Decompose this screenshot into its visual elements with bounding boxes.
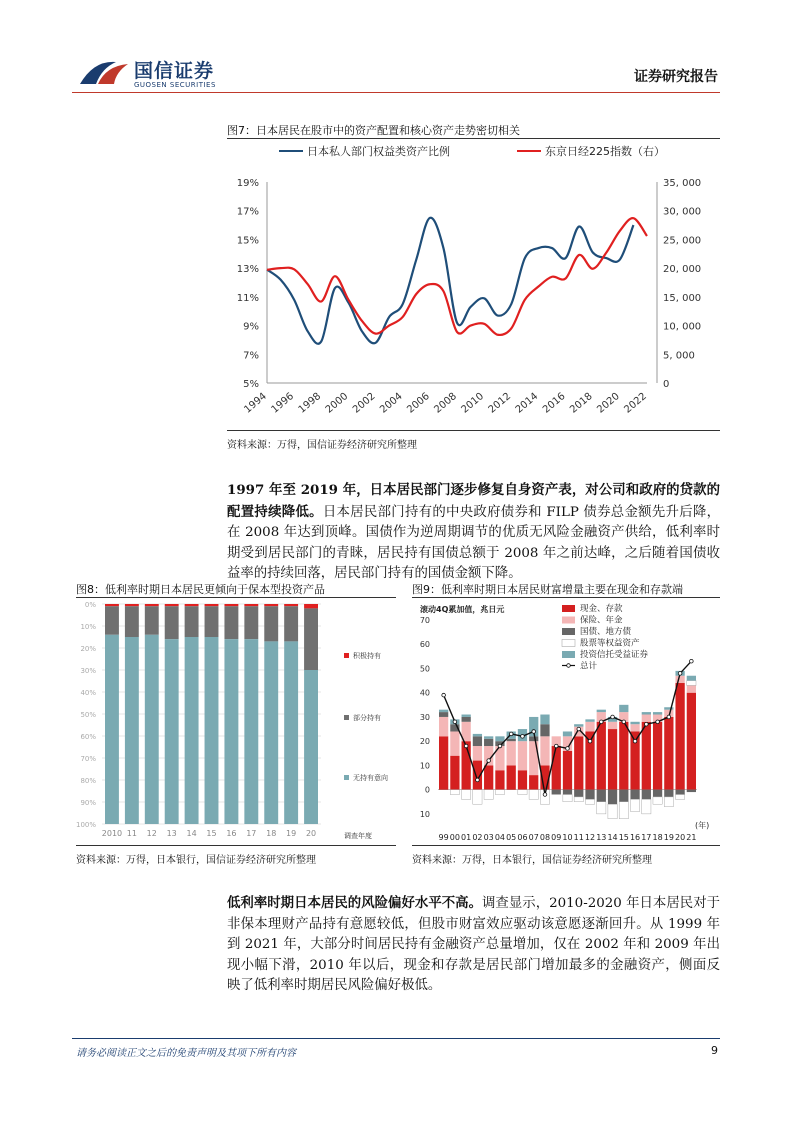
- paragraph-1-body: 日本居民部门持有的中央政府债券和 FILP 债券总金额先升后降，在 2008 年达到顶峰。国债作为逆周期调节的优质无风险金融资产供给，低利率时期受到居民部门的青睐，居民持有国债总额于 2008 年之前达峰，之后随着国债收益率的持续回落，居民部门持有的国债金额下降。: [227, 504, 721, 581]
- fig9-bar-segment: [529, 790, 538, 800]
- fig9-bar-segment: [653, 790, 662, 797]
- fig7-y-tick-right: 25, 000: [663, 235, 702, 247]
- fig7-series-equity-ratio: [267, 218, 633, 344]
- fig9-total-point: [622, 720, 626, 724]
- fig9-bar-segment: [585, 722, 594, 732]
- fig8-x-tick: 15: [206, 829, 217, 838]
- fig9-x-tick: 13: [596, 833, 607, 842]
- fig9-bar-segment: [563, 790, 572, 795]
- fig9-bar-segment: [619, 722, 628, 790]
- fig9-total-point: [442, 693, 446, 697]
- fig7-x-tick: 1998: [296, 390, 324, 416]
- fig9-bar-segment: [552, 746, 561, 790]
- fig7-y-tick-left: 13%: [236, 264, 259, 276]
- fig9-bar-segment: [518, 741, 527, 770]
- fig9-bar-segment: [529, 775, 538, 790]
- paragraph-1-lead: 1997 年至 2019 年，日本居民部门逐步修复自身资产表，对公司和政府的贷款的配置持续降低。: [227, 482, 720, 520]
- fig9-bar-segment: [507, 765, 516, 789]
- fig9-x-tick: 03: [483, 833, 494, 842]
- fig9-bar-segment: [450, 790, 459, 795]
- fig9-bar-segment: [518, 770, 527, 789]
- fig9-bar-segment: [664, 717, 673, 790]
- fig9-bar-segment: [642, 715, 651, 722]
- fig8-y-tick: 40%: [80, 689, 96, 697]
- fig9-bar-segment: [675, 676, 684, 683]
- fig8-bar-segment: [125, 606, 139, 637]
- fig9-bar-segment: [687, 681, 696, 686]
- fig7-x-tick: 2018: [568, 390, 595, 416]
- guosen-logo-icon: [76, 54, 132, 90]
- fig9-chart: [412, 598, 720, 843]
- fig8-legend-label: 无持有意向: [353, 774, 388, 782]
- fig8-bar-segment: [264, 604, 278, 606]
- fig8-x-tick: 11: [126, 829, 137, 838]
- fig9-total-point: [633, 739, 637, 743]
- page-number: 9: [711, 1044, 718, 1057]
- fig8-bar-segment: [185, 637, 199, 824]
- fig9-x-tick: 09: [551, 833, 562, 842]
- fig8-legend-swatch: [344, 775, 349, 780]
- fig8-bottom-rule: [76, 845, 396, 846]
- report-type: 证券研究报告: [634, 69, 718, 85]
- fig9-bar-segment: [687, 693, 696, 790]
- fig9-bar-segment: [630, 724, 639, 731]
- fig9-bar-segment: [597, 802, 606, 814]
- fig9-bar-segment: [540, 715, 549, 725]
- fig9-total-point: [656, 720, 660, 724]
- fig9-legend-swatch: [562, 651, 575, 658]
- fig9-total-point: [509, 732, 513, 736]
- fig9-bar-segment: [687, 676, 696, 681]
- fig8-y-tick: 90%: [80, 799, 96, 807]
- fig9-bar-segment: [664, 707, 673, 709]
- fig8-bar-segment: [145, 606, 159, 635]
- fig8-bar-segment: [105, 606, 119, 635]
- fig9-bar-segment: [585, 790, 594, 800]
- fig9-x-tick: 12: [584, 833, 596, 842]
- fig8-bar-segment: [185, 604, 199, 606]
- fig9-bar-segment: [675, 683, 684, 790]
- fig8-bar-segment: [264, 641, 278, 824]
- fig9-y-tick: 40: [419, 688, 430, 698]
- fig9-bar-segment: [439, 717, 448, 736]
- fig8-xlabel: 调查年度: [344, 832, 372, 840]
- fig9-legend-label: 股票等权益资产: [580, 638, 640, 649]
- fig8-bar-segment: [185, 606, 199, 637]
- fig9-total-point: [678, 672, 682, 676]
- fig9-bar-segment: [585, 799, 594, 804]
- fig8-x-tick: 16: [226, 829, 237, 838]
- fig9-bar-segment: [597, 710, 606, 712]
- fig8-x-tick: 17: [246, 829, 257, 838]
- fig8-bar-segment: [244, 604, 258, 606]
- fig9-bar-segment: [608, 790, 617, 805]
- fig9-x-tick: 05: [506, 833, 517, 842]
- fig8-bar-segment: [224, 606, 238, 639]
- fig9-total-point: [464, 744, 468, 748]
- fig9-bar-segment: [675, 794, 684, 799]
- fig9-bar-segment: [484, 736, 493, 738]
- fig7-y-tick-right: 35, 000: [663, 178, 702, 189]
- fig8-y-tick: 30%: [80, 667, 96, 675]
- fig8-bar-segment: [304, 608, 318, 670]
- fig7-x-tick: 2002: [350, 390, 378, 416]
- fig8-x-tick: 18: [266, 829, 277, 838]
- fig8-y-tick: 50%: [80, 711, 96, 719]
- fig9-bar-segment: [574, 790, 583, 797]
- fig9-x-tick: 01: [461, 833, 472, 842]
- fig9-bar-segment: [450, 731, 459, 755]
- fig9-y-tick: 70: [419, 616, 430, 625]
- fig9-legend-label: 总计: [580, 661, 598, 672]
- fig9-bar-segment: [462, 715, 471, 717]
- fig7-x-tick: 2022: [622, 390, 649, 416]
- fig7-x-tick: 2008: [432, 390, 459, 416]
- footer-disclaimer: 请务必阅读正文之后的免责声明及其项下所有内容: [76, 1048, 296, 1059]
- fig9-total-point: [532, 730, 536, 734]
- fig8-legend-swatch: [344, 653, 349, 658]
- fig9-bar-segment: [529, 736, 538, 741]
- fig9-y-tick: 0: [424, 785, 430, 795]
- fig9-bar-segment: [540, 736, 549, 765]
- logo-text-en: GUOSEN SECURITIES: [134, 81, 216, 89]
- fig9-source: 资料来源：万得，日本银行，国信证券经济研究所整理: [412, 855, 652, 866]
- fig7-x-tick: 2006: [405, 390, 432, 416]
- fig9-total-point: [611, 715, 615, 719]
- fig8-bar-segment: [105, 604, 119, 606]
- fig9-x-tick: 21: [686, 833, 697, 842]
- fig9-bar-segment: [642, 799, 651, 814]
- fig9-y-tick: 50: [419, 664, 430, 674]
- fig9-total-point: [498, 744, 502, 748]
- fig8-title: 图8：低利率时期日本居民更倾向于保本型投资产品: [76, 583, 325, 596]
- fig9-x-tick: 11: [573, 833, 584, 842]
- fig9-y-tick: 20: [419, 737, 430, 747]
- fig9-bar-segment: [439, 712, 448, 717]
- fig8-x-tick: 13: [166, 829, 177, 838]
- fig7-y-tick-left: 7%: [243, 350, 259, 362]
- fig9-total-point: [667, 715, 671, 719]
- fig8-x-tick: 12: [146, 829, 157, 838]
- fig9-x-tick: 06: [517, 833, 528, 842]
- fig9-bar-segment: [507, 741, 516, 765]
- fig7-y-tick-left: 11%: [236, 292, 259, 304]
- fig9-bar-segment: [574, 797, 583, 802]
- fig8-bar-segment: [244, 639, 258, 824]
- fig9-bar-segment: [473, 734, 482, 736]
- fig9-subtitle: 滚动4Q累加值，兆日元: [420, 605, 505, 614]
- fig7-title: 图7：日本居民在股市中的资产配置和核心资产走势密切相关: [227, 124, 520, 137]
- fig9-x-tick: 14: [607, 833, 618, 842]
- fig7-legend-label: 东京日经225指数（右）: [545, 145, 665, 158]
- fig8-bar-segment: [224, 639, 238, 824]
- fig9-bar-segment: [664, 790, 673, 797]
- fig7-x-tick: 2000: [323, 390, 351, 416]
- fig9-bar-segment: [552, 790, 561, 795]
- fig7-y-tick-right: 20, 000: [663, 264, 702, 276]
- fig9-bar-segment: [642, 790, 651, 800]
- fig7-source: 资料来源：万得，国信证券经济研究所整理: [227, 440, 417, 451]
- fig9-legend-swatch: [562, 640, 575, 647]
- fig9-bar-segment: [540, 724, 549, 736]
- fig7-x-tick: 1994: [242, 390, 269, 416]
- fig8-bar-segment: [304, 604, 318, 608]
- fig9-y-tick: 60: [419, 640, 430, 650]
- fig9-bar-segment: [574, 724, 583, 726]
- fig9-bar-segment: [664, 797, 673, 807]
- fig9-x-tick: 99: [438, 833, 449, 842]
- fig9-legend-label: 投资信托受益证券: [580, 650, 649, 660]
- fig9-bar-segment: [597, 722, 606, 790]
- logo-text-cn: 国信证券: [134, 60, 215, 82]
- fig8-y-tick: 0%: [84, 601, 96, 609]
- fig9-y-tick: 30: [419, 712, 430, 722]
- fig8-source: 资料来源：万得，日本银行，国信证券经济研究所整理: [76, 855, 316, 866]
- fig9-bar-segment: [473, 790, 482, 805]
- footer-divider: [72, 1038, 720, 1039]
- fig7-y-tick-right: 15, 000: [663, 292, 702, 304]
- fig8-y-tick: 10%: [80, 623, 96, 631]
- fig9-bar-segment: [608, 729, 617, 790]
- fig7-x-tick: 1996: [269, 390, 297, 416]
- fig9-total-point: [554, 744, 558, 748]
- fig9-bar-segment: [563, 794, 572, 801]
- fig9-bar-segment: [473, 736, 482, 746]
- fig9-bar-segment: [642, 722, 651, 790]
- fig8-y-tick: 100%: [76, 821, 96, 829]
- fig7-y-tick-right: 30, 000: [663, 206, 702, 218]
- fig9-y-tick: 10: [419, 761, 430, 771]
- fig9-bar-segment: [687, 685, 696, 692]
- fig9-x-tick: 04: [494, 833, 506, 842]
- fig9-legend-label: 现金、存款: [580, 604, 623, 614]
- fig9-legend-swatch: [562, 605, 575, 612]
- fig9-total-point: [543, 793, 547, 797]
- fig8-bar-segment: [125, 604, 139, 606]
- fig9-x-tick: 19: [663, 833, 674, 842]
- fig9-bar-segment: [495, 736, 504, 741]
- fig9-bar-segment: [473, 746, 482, 761]
- paragraph-2: [227, 893, 720, 997]
- fig7-y-tick-left: 5%: [243, 379, 259, 390]
- fig7-y-tick-left: 19%: [236, 178, 259, 189]
- fig9-bar-segment: [608, 722, 617, 729]
- fig9-bar-segment: [462, 790, 471, 800]
- fig8-y-tick: 70%: [80, 755, 96, 763]
- fig8-bar-segment: [244, 606, 258, 639]
- fig7-x-tick: 2010: [459, 390, 487, 416]
- fig7-y-tick-right: 10, 000: [663, 321, 702, 333]
- fig8-legend-label: 积极持有: [353, 652, 381, 660]
- fig8-chart: [76, 598, 396, 843]
- fig9-x-tick: 07: [528, 833, 539, 842]
- fig9-total-point: [690, 659, 694, 663]
- fig7-x-tick: 2004: [378, 390, 405, 416]
- fig8-legend-label: 部分持有: [353, 714, 381, 722]
- fig9-bar-segment: [630, 799, 639, 811]
- fig9-bar-segment: [619, 790, 628, 802]
- fig7-y-tick-left: 9%: [243, 321, 259, 333]
- fig9-bar-segment: [687, 790, 696, 792]
- fig8-bar-segment: [205, 604, 219, 606]
- fig8-bar-segment: [165, 604, 179, 606]
- fig8-bar-segment: [145, 604, 159, 606]
- fig9-x-tick: 16: [629, 833, 641, 842]
- fig7-x-tick: 2020: [595, 390, 622, 416]
- fig8-x-tick: 2010: [101, 829, 123, 838]
- fig9-bar-segment: [574, 736, 583, 789]
- fig8-bar-segment: [145, 635, 159, 824]
- fig9-total-point: [476, 778, 480, 782]
- fig9-bar-segment: [619, 802, 628, 819]
- fig9-legend-label: 国债、地方债: [580, 627, 632, 637]
- fig7-y-tick-left: 15%: [236, 235, 259, 247]
- fig7-chart: [227, 139, 720, 429]
- fig9-bottom-rule: [412, 845, 720, 846]
- fig7-x-tick: 2014: [513, 390, 541, 416]
- fig9-total-point: [521, 735, 525, 739]
- fig9-x-tick: 00: [449, 833, 460, 842]
- fig8-x-tick: 14: [186, 829, 197, 838]
- fig9-bar-segment: [563, 751, 572, 790]
- fig9-bar-segment: [484, 790, 493, 800]
- fig9-x-tick: 08: [539, 833, 551, 842]
- fig8-bar-segment: [165, 606, 179, 639]
- fig8-bar-segment: [284, 604, 298, 606]
- fig9-bar-segment: [439, 736, 448, 789]
- fig8-bar-segment: [304, 670, 318, 824]
- fig9-bar-segment: [642, 712, 651, 714]
- paragraph-1: [227, 480, 720, 585]
- fig9-bar-segment: [462, 717, 471, 722]
- fig9-x-tick: 10: [562, 833, 573, 842]
- fig9-total-point: [599, 720, 603, 724]
- fig8-y-tick: 20%: [80, 645, 96, 653]
- fig8-bar-segment: [105, 635, 119, 824]
- fig9-bar-segment: [484, 739, 493, 746]
- fig8-legend-swatch: [344, 715, 349, 720]
- fig7-bottom-rule: [227, 430, 720, 431]
- header-divider: [72, 92, 720, 93]
- fig8-bar-segment: [224, 604, 238, 606]
- fig9-bar-segment: [585, 719, 594, 721]
- fig9-total-point: [577, 727, 581, 731]
- fig9-bar-segment: [495, 770, 504, 789]
- fig9-bar-segment: [630, 722, 639, 724]
- fig9-xlabel: (年): [695, 821, 710, 830]
- fig9-x-tick: 20: [675, 833, 686, 842]
- fig9-bar-segment: [563, 731, 572, 736]
- fig9-title: 图9：低利率时期日本居民财富增量主要在现金和存款端: [412, 583, 683, 596]
- fig9-total-point: [645, 722, 649, 726]
- fig9-total-point: [588, 739, 592, 743]
- fig9-legend-swatch: [562, 617, 575, 624]
- fig9-legend-label: 保险、年金: [580, 615, 623, 626]
- fig9-bar-segment: [653, 712, 662, 714]
- fig9-x-tick: 17: [641, 833, 652, 842]
- fig9-x-tick: 18: [652, 833, 663, 842]
- fig9-bar-segment: [653, 797, 662, 804]
- fig7-y-tick-right: 0: [663, 379, 670, 390]
- fig9-bar-segment: [450, 756, 459, 790]
- fig8-bar-segment: [205, 606, 219, 637]
- fig9-bar-segment: [439, 710, 448, 712]
- fig9-x-tick: 15: [618, 833, 629, 842]
- fig8-bar-segment: [284, 606, 298, 641]
- fig7-x-tick: 2012: [486, 390, 514, 416]
- fig7-legend-label: 日本私人部门权益类资产比例: [307, 145, 450, 158]
- paragraph-2-body: 调查显示，2010-2020 年日本居民对于非保本理财产品持有意愿较低，但股市财富效应驱动该意愿逐渐回升。从 1999 年到 2021 年，大部分时间居民持有金融资产总量增加，仅在 2002 年和 2009 年出现小幅下滑，2010 年以后，现金和存款是居民部门增加最多的金融资产，侧面反映了低利率时期居民风险偏好极低。: [227, 896, 721, 993]
- fig9-bar-segment: [630, 790, 639, 800]
- fig9-total-point: [566, 747, 570, 751]
- fig9-bar-segment: [597, 790, 606, 802]
- fig9-bar-segment: [675, 790, 684, 795]
- fig7-y-tick-left: 17%: [236, 206, 259, 218]
- fig9-bar-segment: [619, 705, 628, 712]
- fig7-x-tick: 2016: [540, 390, 568, 416]
- fig8-x-tick: 20: [305, 829, 317, 838]
- fig8-bar-segment: [284, 641, 298, 824]
- fig9-bar-segment: [484, 765, 493, 789]
- fig9-total-point: [453, 720, 457, 724]
- fig9-bar-segment: [608, 804, 617, 819]
- fig9-total-point: [487, 759, 491, 763]
- fig8-y-tick: 60%: [80, 733, 96, 741]
- fig9-bar-segment: [462, 741, 471, 789]
- paragraph-2-lead: 低利率时期日本居民的风险偏好水平不高。: [227, 895, 483, 911]
- fig9-bar-segment: [653, 722, 662, 790]
- fig9-bar-segment: [495, 790, 504, 795]
- fig9-y-tick: 10: [419, 809, 430, 819]
- fig8-x-tick: 19: [286, 829, 297, 838]
- fig8-bar-segment: [165, 639, 179, 824]
- fig8-bar-segment: [125, 637, 139, 824]
- fig9-x-tick: 02: [472, 833, 483, 842]
- fig9-bar-segment: [518, 790, 527, 795]
- fig9-legend-swatch: [562, 628, 575, 635]
- fig8-bar-segment: [264, 606, 278, 641]
- fig8-bar-segment: [205, 637, 219, 824]
- fig8-y-tick: 80%: [80, 777, 96, 785]
- fig7-series-nikkei225: [267, 218, 647, 335]
- fig9-bar-segment: [507, 739, 516, 741]
- fig9-legend-swatch: [567, 664, 571, 668]
- fig7-y-tick-right: 5, 000: [663, 350, 695, 362]
